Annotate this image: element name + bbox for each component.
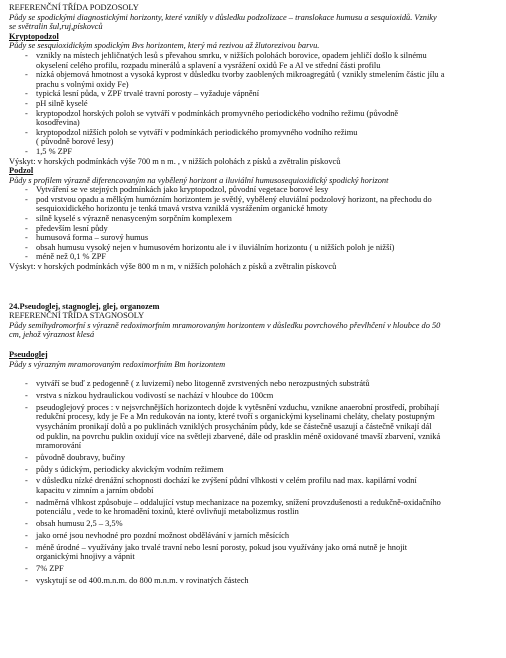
pseudoglej-item	[9, 498, 501, 517]
pseudoglej-heading: Pseudoglej	[9, 350, 48, 359]
pseudoglej-item	[9, 531, 501, 541]
kryptopodzol-item-line: - pH silně kyselé	[36, 98, 88, 108]
stagnosoly-intro-line-1: Půdy semihydromorfní s výrazně redoximorfním mramorovaným horizontem v důsledku povrchového převlhčení v hloubce do 50	[9, 320, 441, 330]
pseudoglej-item	[9, 379, 501, 389]
kryptopodzol-item-line: kosodřevina)	[36, 118, 80, 128]
pseudoglej-item-line: - v důsledku nízké drenážní schopnosti dochází ke zvýšení půdní vlhkosti v celém profilu nad max. kapilární vodní	[36, 476, 417, 486]
pseudoglej-item-line: - vrstva s nízkou hydraulickou vodivostí se nachází v hloubce do 100cm	[36, 390, 274, 400]
ref-class-title-stagnosoly: REFERENČNÍ TŘÍDA STAGNOSOLY	[9, 311, 145, 321]
pseudoglej-item-line: - vyskytují se od 400.m.n.m. do 800 m.n.m. v rovinatých částech	[36, 575, 249, 585]
podzol-item-line: sesquioxidického horizontu je tenká tmavá vrstva vzniklá vysrážením organické hmoty	[36, 204, 328, 214]
podzol-heading: Podzol	[9, 166, 34, 176]
pseudoglej-item-line: - 7% ZPF	[36, 564, 64, 574]
pseudoglej-item-line: potenciálu , vede to ke hromadění toxinů, které ovlivňují metabolizmus rostlin	[36, 507, 299, 517]
kryptopodzol-item	[9, 147, 501, 157]
section-title-pseudoglej: 24.Pseudoglej, stagnoglej, glej, organozem	[9, 301, 160, 311]
kryptopodzol-item-line: okyselení celého profilu, rozpadu minerálů a splavení a vysrážení oxidů Fe a Al ve střední části profilu	[36, 60, 381, 70]
pseudoglej-item-line: - původně doubravy, bučiny	[36, 452, 126, 462]
pseudoglej-item	[9, 519, 501, 529]
kryptopodzol-item	[9, 51, 501, 70]
pseudoglej-item-line: - nadměrná vlhkost způsobuje – oddalující vstup mechanizace na pozemky, snížení provzdušenosti a redukčně-oxidačního	[36, 497, 441, 507]
podzol-item	[9, 185, 501, 195]
podzol-item-line: - méně než 0,1 % ZPF	[36, 252, 107, 262]
intro-line-1: Půdy se spodickými diagnostickými horizonty, které vznikly v důsledku podzolizace – translokace humusu a sesquioxidů. Vzniky	[9, 12, 437, 22]
podzol-item-line: - obsah humusu vysoký nejen v humusovém horizontu ale i v iluviálním horizontu ( u nižších poloh je nižší)	[36, 242, 395, 252]
pseudoglej-item-line: organickými hnojivy a vápnit	[36, 552, 135, 562]
pseudoglej-item-line: - jako orné jsou nevhodné pro pozdní možnost obdělávání v jarních měsících	[36, 531, 290, 540]
kryptopodzol-item	[9, 70, 501, 89]
kryptopodzol-item	[9, 109, 501, 128]
podzol-item	[9, 252, 501, 262]
pseudoglej-item	[9, 403, 501, 451]
kryptopodzol-item-line: prachu s volnými oxidy Fe)	[36, 79, 129, 89]
kryptopodzol-item-line: ( původně borové lesy)	[36, 137, 114, 147]
podzol-vyskyt: Výskyt: v horských podmínkách výše 800 m n m, v nižších polohách z písků a zvětralin pískovců	[9, 262, 337, 272]
document-page	[9, 3, 501, 588]
podzol-item-line: - Vytváření se ve stejných podmínkách jako kryptopodzol, původní vegetace borové lesy	[36, 185, 329, 195]
pseudoglej-item	[9, 576, 501, 586]
pseudoglej-list	[9, 379, 501, 585]
kryptopodzol-item	[9, 128, 501, 147]
pseudoglej-item-line: od puklin, na povrchu puklin oxidují více na světleji zbarvené, dále od prasklin méně oxidované tmavší zbarvení, vzniká	[36, 431, 441, 441]
kryptopodzol-item-line: - kryptopodzol nižších poloh se vytváří v podmínkách periodického promyvného vodního režimu	[36, 127, 358, 137]
pseudoglej-item	[9, 476, 501, 495]
kryptopodzol-item-line: - typická lesní půda, v ZPF trvalé travní porosty – vyžaduje vápnění	[36, 89, 260, 99]
podzol-item-line: - především lesní půdy	[36, 223, 108, 233]
pseudoglej-item-line: redukční procesy, kdy je Fe a Mn redukován na ionty, které tvoří s organickými kyselinami cheláty, chelaty postupným	[36, 412, 435, 422]
podzol-item	[9, 233, 501, 243]
pseudoglej-item-line: - obsah humusu 2,5 – 3,5%	[36, 519, 123, 529]
ref-class-title-podzosoly: REFERENČNÍ TŘÍDA PODZOSOLY	[9, 3, 139, 12]
pseudoglej-item-line: - pseudoglejový proces : v nejsvrchnějších horizontech dojde k vytěsnění vzduchu, vznikne anaerobní prostředí, probíhají	[36, 402, 440, 412]
kryptopodzol-item	[9, 89, 501, 99]
podzol-item	[9, 243, 501, 253]
pseudoglej-item-line: kapacitu v zimním a jarním období	[36, 486, 154, 496]
pseudoglej-item	[9, 453, 501, 463]
pseudoglej-item-line: - vytváří se buď z pedogenně ( z luvizemí) nebo litogenně zvrstvených nebo nerozpustných substrátů	[36, 379, 370, 389]
podzol-definition: Půdy s profilem výrazně diferencovaným na vybělený horizont a iluviální humusosequioxidický spodický horizont	[9, 175, 389, 185]
kryptopodzol-item-line: - vznikly na místech jehličnatých lesů s převahou smrku, v nižších polohách borovice, opadem jehličí došlo k silnému	[36, 50, 427, 60]
pseudoglej-item	[9, 564, 501, 574]
pseudoglej-definition: Půdy s výrazným mramorovaným redoximorfním Bm horizontem	[9, 359, 226, 369]
kryptopodzol-item	[9, 99, 501, 109]
podzol-item-line: - pod vrstvou opadu a mělkým humózním horizontem je světlý, vybělený eluviální podzolový horizont, na přechodu do	[36, 194, 432, 204]
pseudoglej-item-line: - půdy s údickým, periodicky akvickým vodním režimem	[36, 464, 224, 474]
pseudoglej-item-line: - méně úrodné – využívány jako trvalé travní nebo lesní porosty, pokud jsou využívány jako orná nutně je hnojit	[36, 542, 408, 552]
pseudoglej-item	[9, 465, 501, 475]
podzol-item-line: - humusová forma – surový humus	[36, 233, 149, 243]
pseudoglej-item-line: mramorování	[36, 441, 82, 451]
intro-line-2: se světralin šul,ruj,pískovců	[9, 22, 103, 32]
kryptopodzol-item-line: - 1,5 % ZPF	[36, 146, 73, 156]
pseudoglej-item	[9, 391, 501, 401]
pseudoglej-item	[9, 543, 501, 562]
pseudoglej-item-line: vysycháním pronikají dolů a po puklinách vzniklých prosycháním půdy, kde se částečně usazují a částečně vnikají dál	[36, 421, 432, 431]
podzol-list	[9, 185, 501, 262]
kryptopodzol-list	[9, 51, 501, 157]
podzol-item	[9, 195, 501, 214]
kryptopodzol-definition: Půdy se sesquioxidickým spodickým Bvs horizontem, který má rezivou až žlutorezivou barvu.	[9, 41, 320, 51]
kryptopodzol-vyskyt: Výskyt: v horských podmínkách výše 700 m n m. , v nižších polohách z písků a zvětralin pískovců	[9, 156, 341, 166]
stagnosoly-intro-line-2: cm, jehož výraznost klesá	[9, 330, 95, 340]
podzol-item	[9, 224, 501, 234]
kryptopodzol-item-line: - kryptopodzol horských poloh se vytváří v podmínkách promyvného periodického vodního režimu (původně	[36, 108, 399, 118]
podzol-item	[9, 214, 501, 224]
kryptopodzol-item-line: - nízká objemová hmotnost a vysoká kyprost v důsledku tvorby zaoblených mikroagregátů ( vznikly stmelením částic jílu a	[36, 70, 445, 80]
podzol-item-line: - silně kyselé s výrazně nenasyceným sorpčním komplexem	[36, 214, 232, 224]
kryptopodzol-heading: Kryptopodzol	[9, 31, 59, 41]
